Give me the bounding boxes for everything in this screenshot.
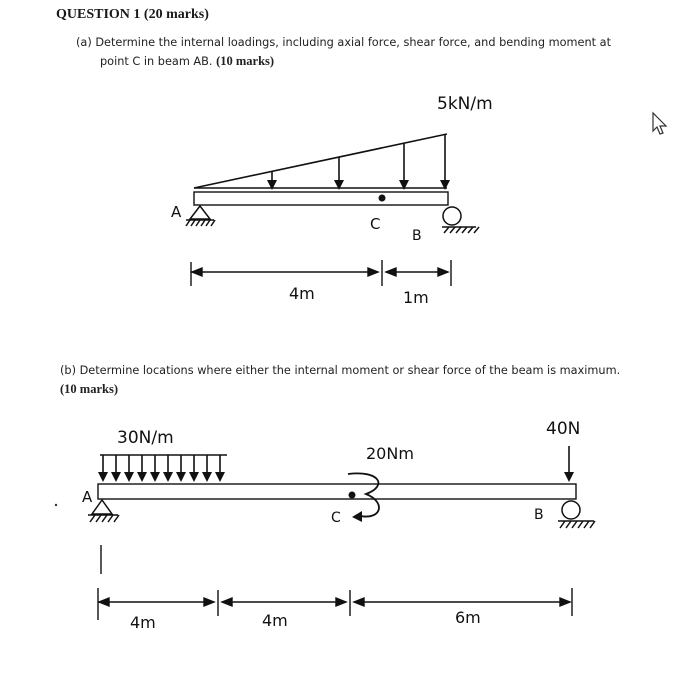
dimension-label-1m-a: 1m [403,288,429,307]
dimension-label-4m-a: 4m [289,284,315,303]
dimension-label-1-b: 4m [130,613,156,632]
load-label-a: 5kN/m [437,94,493,114]
moment-label-b: 20Nm [366,444,414,463]
part-b-line-1: (b) Determine locations where either the internal moment or shear force of the beam is maximum. [60,364,621,377]
part-a-marks: (10 marks) [216,54,275,68]
point-load-label-b: 40N [546,419,581,439]
support-label-a: A [171,203,182,221]
question-number: QUESTION 1 [56,7,141,22]
support-label-a-b: A [82,488,93,506]
part-a-line-2-text: point C in beam AB. [100,55,213,68]
part-b-marks: (10 marks) [60,382,118,396]
question-marks: (20 marks) [143,7,209,22]
dimension-label-2-b: 4m [262,611,288,630]
point-label-c-b: C [331,510,341,526]
udl-label-b: 30N/m [117,428,174,448]
dimension-label-3-b: 6m [455,608,481,627]
point-label-c-a: C [370,215,381,233]
part-a-line-1: (a) Determine the internal loadings, including axial force, shear force, and bending moment at [76,36,612,49]
support-label-b-a: B [412,228,422,244]
support-label-b-b: B [534,507,544,523]
